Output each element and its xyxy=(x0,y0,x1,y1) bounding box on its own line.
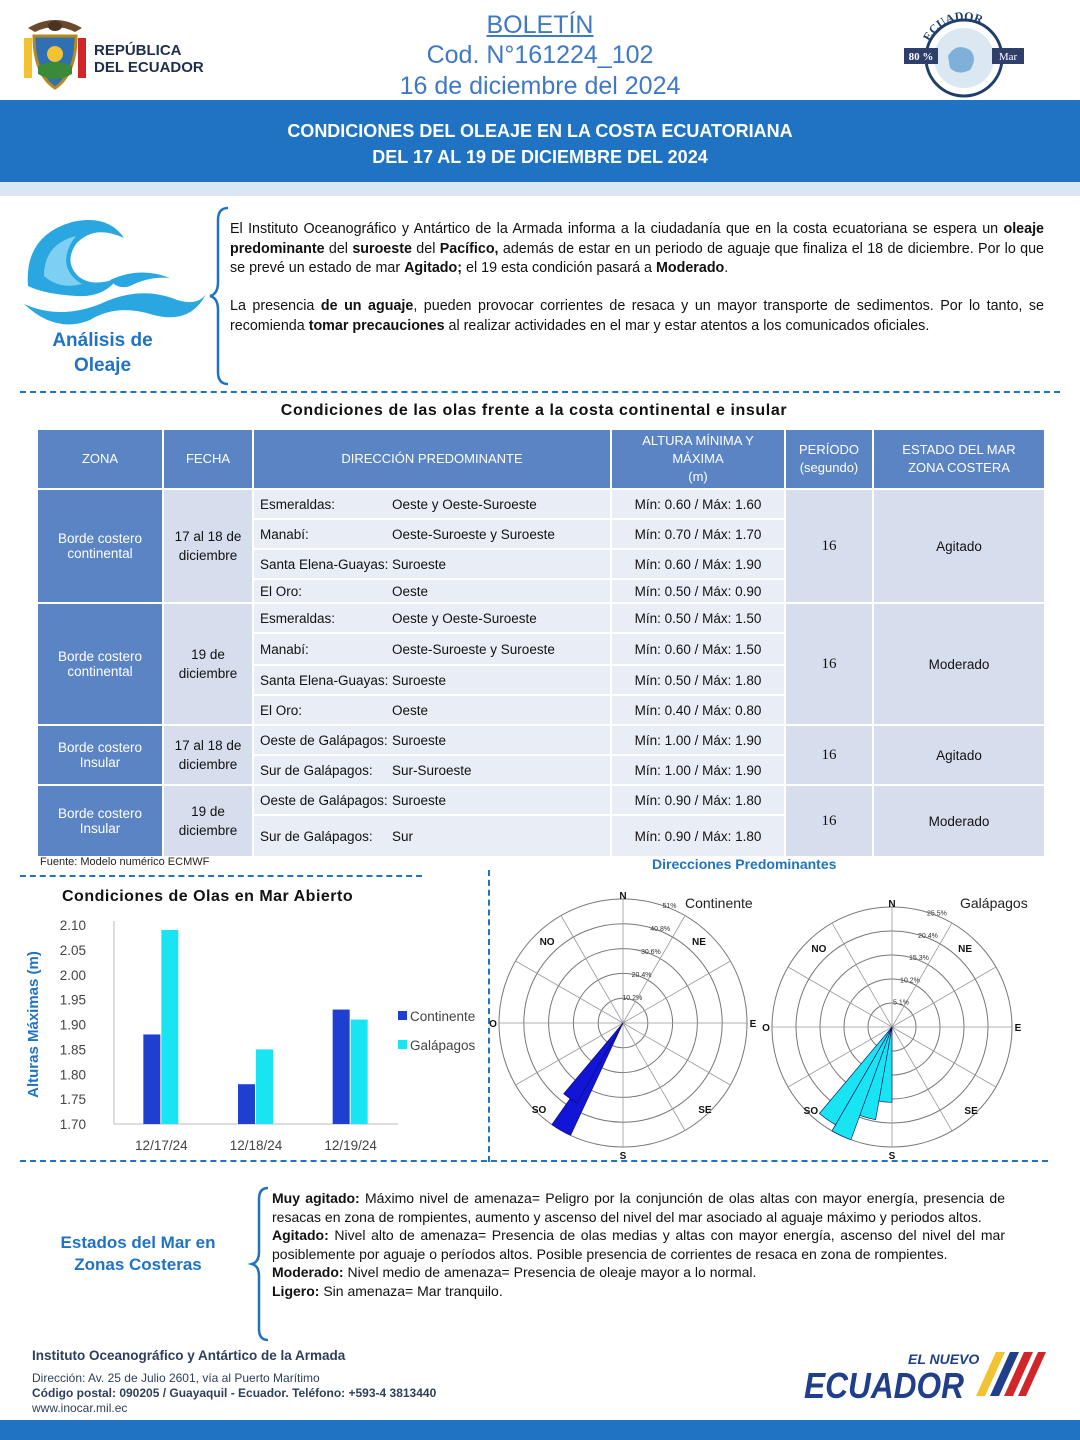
location-label: Sur de Galápagos: xyxy=(260,762,373,778)
x-tick-label: 12/17/24 xyxy=(135,1138,188,1153)
legend-swatch xyxy=(398,1011,407,1020)
location-label: El Oro: xyxy=(260,702,303,718)
header-altura xyxy=(612,430,784,488)
x-tick-label: 12/18/24 xyxy=(229,1138,283,1153)
y-tick-label: 1.90 xyxy=(59,1017,86,1033)
wave-conditions-table xyxy=(36,428,1046,858)
analisis-title-line-1: Análisis de xyxy=(52,330,153,351)
estado-definition xyxy=(272,1263,1005,1282)
fecha-line-1: 19 de xyxy=(191,647,225,662)
footer-institution: Instituto Oceanográfico y Antártico de la Armada xyxy=(32,1348,346,1363)
rose-ring-label: 25.5% xyxy=(927,910,947,918)
location-label: Esmeraldas: xyxy=(260,610,336,626)
rose-direction-label: NE xyxy=(958,943,973,955)
zona-line-2: Insular xyxy=(79,755,121,770)
estados-descriptions xyxy=(272,1189,1005,1300)
divider-3 xyxy=(20,1160,1048,1162)
rose-title: Continente xyxy=(685,895,753,911)
logo-top-text: EL NUEVO xyxy=(908,1351,980,1367)
wave-icon xyxy=(20,214,210,334)
periodo-cell: 16 xyxy=(786,490,872,602)
footer-info xyxy=(32,1348,436,1416)
direccion-cell xyxy=(254,696,610,724)
bold-text-run: oleaje predominante xyxy=(230,221,1044,257)
zona-cell xyxy=(38,786,162,856)
source-note: Fuente: Modelo numérico ECMWF xyxy=(40,856,210,868)
direccion-cell xyxy=(254,580,610,602)
direction-value: Oeste y Oeste-Suroeste xyxy=(392,496,537,512)
fecha-cell xyxy=(164,490,252,602)
estado-definition xyxy=(272,1282,1005,1301)
rose-ring-label: 10.2% xyxy=(622,995,643,1003)
rose-direction-label: O xyxy=(762,1023,770,1034)
rose-spoke xyxy=(892,1027,996,1087)
rose-direction-label: NO xyxy=(811,943,827,955)
location-label: Esmeraldas: xyxy=(260,496,336,512)
altura-cell: Mín: 0.60 / Máx: 1.50 xyxy=(612,634,784,664)
rose-direction-label: SE xyxy=(964,1106,978,1118)
direction-value: Suroeste xyxy=(392,732,447,748)
location-label: Oeste de Galápagos: xyxy=(260,732,388,748)
zona-cell xyxy=(38,604,162,724)
rose-ring-label: 30.6% xyxy=(640,949,661,957)
header-altura-line-3: (m) xyxy=(688,469,708,484)
legend-label: Continente xyxy=(410,1009,476,1024)
estado-definition xyxy=(272,1189,1005,1226)
header-periodo-line-1: PERÍODO xyxy=(799,442,859,457)
estado-description: Nivel alto de amenaza= Presencia de olas medias y altas con mayor energía, ascenso del nivel del mar posiblemente por aguaje o períodos altos. Posible presencia de corrientes de resaca en zona de rompientes. xyxy=(272,1227,1005,1262)
periodo-cell: 16 xyxy=(786,726,872,784)
rose-direction-label: NO xyxy=(539,937,555,949)
direccion-cell xyxy=(254,520,610,548)
fecha-cell xyxy=(164,726,252,784)
rose-chart-continente xyxy=(489,882,764,1162)
direccion-cell xyxy=(254,666,610,694)
analisis-brace xyxy=(208,206,232,386)
table-row xyxy=(38,786,1044,814)
location-label: Santa Elena-Guayas: xyxy=(260,672,389,688)
header-fecha: FECHA xyxy=(164,430,252,488)
footer-bar xyxy=(0,1420,1080,1440)
direccion-cell xyxy=(254,604,610,632)
zona-line-1: Borde costero xyxy=(57,806,143,821)
direction-value: Suroeste xyxy=(392,556,447,572)
rose-ring-label: 10.2% xyxy=(900,977,920,985)
estado-description: Nivel medio de amenaza= Presencia de oleaje mayor a lo normal. xyxy=(343,1264,757,1280)
zona-cell xyxy=(38,726,162,784)
bar-continente xyxy=(143,1034,160,1124)
text-run: del xyxy=(411,240,440,257)
rose-direction-label: SO xyxy=(803,1106,819,1118)
rose-spoke xyxy=(788,967,892,1027)
rose-ring-label: 51% xyxy=(662,903,677,911)
rose-ring-label: 20.4% xyxy=(918,932,938,940)
rose-spoke xyxy=(561,916,623,1023)
direction-value: Suroeste xyxy=(392,792,447,808)
rose-spoke xyxy=(623,1023,685,1130)
text-run: además de estar en un periodo de aguaje que finaliza el 18 de diciembre. Por lo que se prevé un estado de mar xyxy=(230,240,1044,276)
table-row xyxy=(38,726,1044,754)
bold-text-run: de un aguaje xyxy=(320,298,414,314)
y-tick-label: 1.80 xyxy=(59,1067,86,1083)
fecha-line-2: diciembre xyxy=(178,666,238,681)
seal-left-label: 80 % xyxy=(908,51,934,63)
location-label: Oeste de Galápagos: xyxy=(260,792,388,808)
rose-ring-label: 40.8% xyxy=(650,926,671,934)
footer-postal: Código postal: 090205 / Guayaquil - Ecuador. Teléfono: +593-4 3813440 xyxy=(32,1386,437,1400)
altura-cell: Mín: 1.00 / Máx: 1.90 xyxy=(612,726,784,754)
rose-direction-label: E xyxy=(749,1019,757,1030)
estados-title-line-1: Estados del Mar en xyxy=(60,1233,216,1252)
zona-line-2: continental xyxy=(67,664,133,679)
fecha-cell xyxy=(164,786,252,856)
header-altura-line-1: ALTURA MÍNIMA Y xyxy=(642,433,754,448)
estado-description: Máximo nivel de amenaza= Peligro por la conjunción de olas altas con mayor energía, presencia de resacas en zona de rompientes, aumento y ascenso del nivel del mar asociado al aguaje máximo y periodos altos. xyxy=(272,1190,1005,1225)
rose-direction-label: NE xyxy=(691,937,706,949)
band-title-line-2: DEL 17 AL 19 DE DICIEMBRE DEL 2024 xyxy=(372,147,708,167)
periodo-cell: 16 xyxy=(786,786,872,856)
altura-cell: Mín: 0.50 / Máx: 0.90 xyxy=(612,580,784,602)
direction-value: Oeste y Oeste-Suroeste xyxy=(392,610,537,626)
fecha-line-2: diciembre xyxy=(178,757,238,772)
estado-cell: Moderado xyxy=(874,786,1044,856)
y-tick-label: 1.85 xyxy=(59,1042,86,1058)
header-estado-line-2: ZONA COSTERA xyxy=(908,460,1010,475)
rose-spoke xyxy=(892,1027,952,1131)
bar-galpagos xyxy=(161,930,178,1124)
rose-spoke xyxy=(892,967,996,1027)
boletin-code: Cod. N°161224_102 xyxy=(426,41,654,69)
rose-direction-label: S xyxy=(888,1151,896,1162)
rose-direction-label: SE xyxy=(698,1104,712,1116)
header-periodo xyxy=(786,430,872,488)
fecha-line-1: 17 al 18 de xyxy=(174,738,242,753)
fecha-line-2: diciembre xyxy=(178,548,238,563)
altura-cell: Mín: 0.70 / Máx: 1.70 xyxy=(612,520,784,548)
legend-swatch xyxy=(398,1040,407,1049)
direcciones-title: Direcciones Predominantes xyxy=(652,856,837,872)
location-label: Sur de Galápagos: xyxy=(260,828,373,844)
text-run: La presencia xyxy=(230,298,321,314)
seal-right-label: Mar xyxy=(998,51,1018,63)
estado-name: Moderado: xyxy=(272,1264,344,1280)
rose-ring-label: 5.1% xyxy=(893,999,909,1007)
analisis-paragraph-1 xyxy=(230,220,1044,279)
zona-line-2: Insular xyxy=(79,821,121,836)
bar-continente xyxy=(238,1084,255,1124)
altura-cell: Mín: 0.90 / Máx: 1.80 xyxy=(612,816,784,856)
estado-description: Sin amenaza= Mar tranquilo. xyxy=(319,1282,503,1299)
altura-cell: Mín: 0.40 / Máx: 0.80 xyxy=(612,696,784,724)
y-tick-label: 1.75 xyxy=(59,1092,86,1108)
estados-title xyxy=(38,1232,238,1276)
location-label: Manabí: xyxy=(260,526,309,542)
band-underline xyxy=(0,182,1080,196)
text-run: El Instituto Oceanográfico y Antártico de la Armada informa a la ciudadanía que en la costa ecuatoriana se espera un xyxy=(230,221,1004,237)
altura-cell: Mín: 0.50 / Máx: 1.80 xyxy=(612,666,784,694)
rose-direction-label: N xyxy=(619,891,627,902)
rose-ring-label: 15.3% xyxy=(909,955,929,963)
location-label: Manabí: xyxy=(260,641,309,657)
zona-line-1: Borde costero xyxy=(57,531,143,546)
analisis-paragraph-2 xyxy=(230,297,1044,336)
bar-galpagos xyxy=(256,1049,273,1124)
rose-direction-label: SO xyxy=(531,1104,547,1116)
republica-line: REPÚBLICA xyxy=(94,42,182,59)
bar-chart-title: Condiciones de Olas en Mar Abierto xyxy=(62,888,354,905)
y-tick-label: 2.00 xyxy=(59,967,86,983)
fecha-line-2: diciembre xyxy=(178,823,238,838)
direccion-cell xyxy=(254,756,610,784)
y-tick-label: 1.95 xyxy=(59,992,86,1008)
estados-title-line-2: Zonas Costeras xyxy=(74,1255,202,1274)
header xyxy=(0,0,1080,100)
y-tick-label: 2.10 xyxy=(59,918,86,933)
rose-direction-label: S xyxy=(619,1151,627,1162)
direccion-cell xyxy=(254,786,610,814)
header-direccion: DIRECCIÓN PREDOMINANTE xyxy=(254,430,610,488)
estados-brace xyxy=(250,1186,272,1342)
rose-title: Galápagos xyxy=(960,895,1028,911)
table-title: Condiciones de las olas frente a la costa continental e insular xyxy=(280,402,788,419)
text-run: , pueden provocar corrientes de resaca y un mayor transporte de sedimentos. Por lo tanto, se recomienda xyxy=(230,298,1044,334)
table-row xyxy=(38,604,1044,632)
text-run: el 19 esta condición pasará a xyxy=(462,260,656,276)
del-ecuador-line: DEL ECUADOR xyxy=(94,59,204,76)
rose-direction-label: E xyxy=(1014,1023,1022,1034)
text-run: del xyxy=(324,240,353,257)
header-altura-line-2: MÁXIMA xyxy=(672,451,724,466)
boletin-date: 16 de diciembre del 2024 xyxy=(399,72,681,100)
rose-spoke xyxy=(623,1023,730,1085)
direccion-cell xyxy=(254,634,610,664)
legend-label: Galápagos xyxy=(410,1038,476,1053)
estado-name: Ligero: xyxy=(272,1282,320,1299)
rose-spoke xyxy=(623,961,730,1023)
y-axis-label: Alturas Máximas (m) xyxy=(25,951,42,1098)
direccion-cell xyxy=(254,490,610,518)
header-estado xyxy=(874,430,1044,488)
title-band xyxy=(0,100,1080,182)
altura-cell: Mín: 1.00 / Máx: 1.90 xyxy=(612,756,784,784)
bar-continente xyxy=(333,1010,350,1124)
header-zona: ZONA xyxy=(38,430,162,488)
rose-spoke xyxy=(832,923,892,1027)
bar-galpagos xyxy=(351,1020,368,1124)
rose-chart-galapagos xyxy=(762,882,1038,1162)
boletin-title: BOLETÍN xyxy=(486,11,594,39)
estado-cell: Agitado xyxy=(874,490,1044,602)
estado-cell: Moderado xyxy=(874,604,1044,724)
rose-ring-label: 20.4% xyxy=(631,972,652,980)
zona-cell xyxy=(38,490,162,602)
direction-value: Suroeste xyxy=(392,672,447,688)
fecha-line-1: 17 al 18 de xyxy=(174,529,242,544)
header-periodo-line-2: (segundo) xyxy=(799,460,859,475)
x-tick-label: 12/19/24 xyxy=(324,1138,377,1153)
location-label: El Oro: xyxy=(260,583,303,599)
direction-value: Sur-Suroeste xyxy=(392,762,472,778)
direccion-cell xyxy=(254,816,610,856)
altura-cell: Mín: 0.60 / Máx: 1.60 xyxy=(612,490,784,518)
header-estado-line-1: ESTADO DEL MAR xyxy=(902,442,1016,457)
analisis-title-line-2: Oleaje xyxy=(73,355,132,376)
text-run: . xyxy=(724,260,729,276)
table-row xyxy=(38,490,1044,518)
altura-cell: Mín: 0.50 / Máx: 1.50 xyxy=(612,604,784,632)
estado-definition xyxy=(272,1226,1005,1263)
rose-direction-label: O xyxy=(489,1019,497,1030)
direction-value: Oeste-Suroeste y Suroeste xyxy=(392,526,555,542)
direction-value: Oeste xyxy=(392,583,429,599)
analisis-title xyxy=(20,328,185,378)
estado-name: Muy agitado: xyxy=(272,1190,360,1206)
rose-spoke xyxy=(516,961,623,1023)
rose-direction-label: N xyxy=(888,899,896,910)
bold-text-run: Agitado; xyxy=(404,260,463,276)
zona-line-2: continental xyxy=(67,546,133,561)
bold-text-run: Moderado xyxy=(655,260,725,276)
footer-address: Dirección: Av. 25 de Julio 2601, vía al Puerto Marítimo xyxy=(32,1371,320,1385)
vertical-divider xyxy=(488,870,490,1162)
location-label: Santa Elena-Guayas: xyxy=(260,556,389,572)
altura-cell: Mín: 0.60 / Máx: 1.90 xyxy=(612,550,784,578)
zona-line-1: Borde costero xyxy=(57,740,143,755)
bold-text-run: Pacífico, xyxy=(439,240,499,257)
bold-text-run: tomar precauciones xyxy=(308,317,445,334)
direccion-cell xyxy=(254,726,610,754)
direction-value: Oeste-Suroeste y Suroeste xyxy=(392,641,555,657)
logo-main-text: ECUADOR xyxy=(804,1365,964,1406)
divider-1 xyxy=(20,391,1060,393)
y-tick-label: 2.05 xyxy=(59,942,86,958)
el-nuevo-ecuador-logo xyxy=(800,1346,1050,1404)
estado-name: Agitado: xyxy=(272,1227,329,1243)
altura-cell: Mín: 0.90 / Máx: 1.80 xyxy=(612,786,784,814)
fecha-line-1: 19 de xyxy=(191,804,225,819)
direccion-cell xyxy=(254,550,610,578)
divider-2 xyxy=(20,875,422,877)
ecuador-80-mar-seal-icon xyxy=(904,6,1024,100)
direction-value: Oeste xyxy=(392,702,429,718)
seal-arc-text: ECUADOR xyxy=(920,8,986,44)
bold-text-run: suroeste xyxy=(352,240,412,257)
direction-value: Sur xyxy=(392,828,414,844)
fecha-cell xyxy=(164,604,252,724)
estado-cell: Agitado xyxy=(874,726,1044,784)
periodo-cell: 16 xyxy=(786,604,872,724)
footer-website[interactable]: www.inocar.mil.ec xyxy=(32,1401,128,1415)
text-run: al realizar actividades en el mar y estar atentos a los comunicados oficiales. xyxy=(444,317,930,334)
band-title-line-1: CONDICIONES DEL OLEAJE EN LA COSTA ECUATORIANA xyxy=(287,121,793,141)
bar-chart xyxy=(18,910,488,1158)
y-tick-label: 1.70 xyxy=(59,1117,86,1132)
zona-line-1: Borde costero xyxy=(57,649,143,664)
